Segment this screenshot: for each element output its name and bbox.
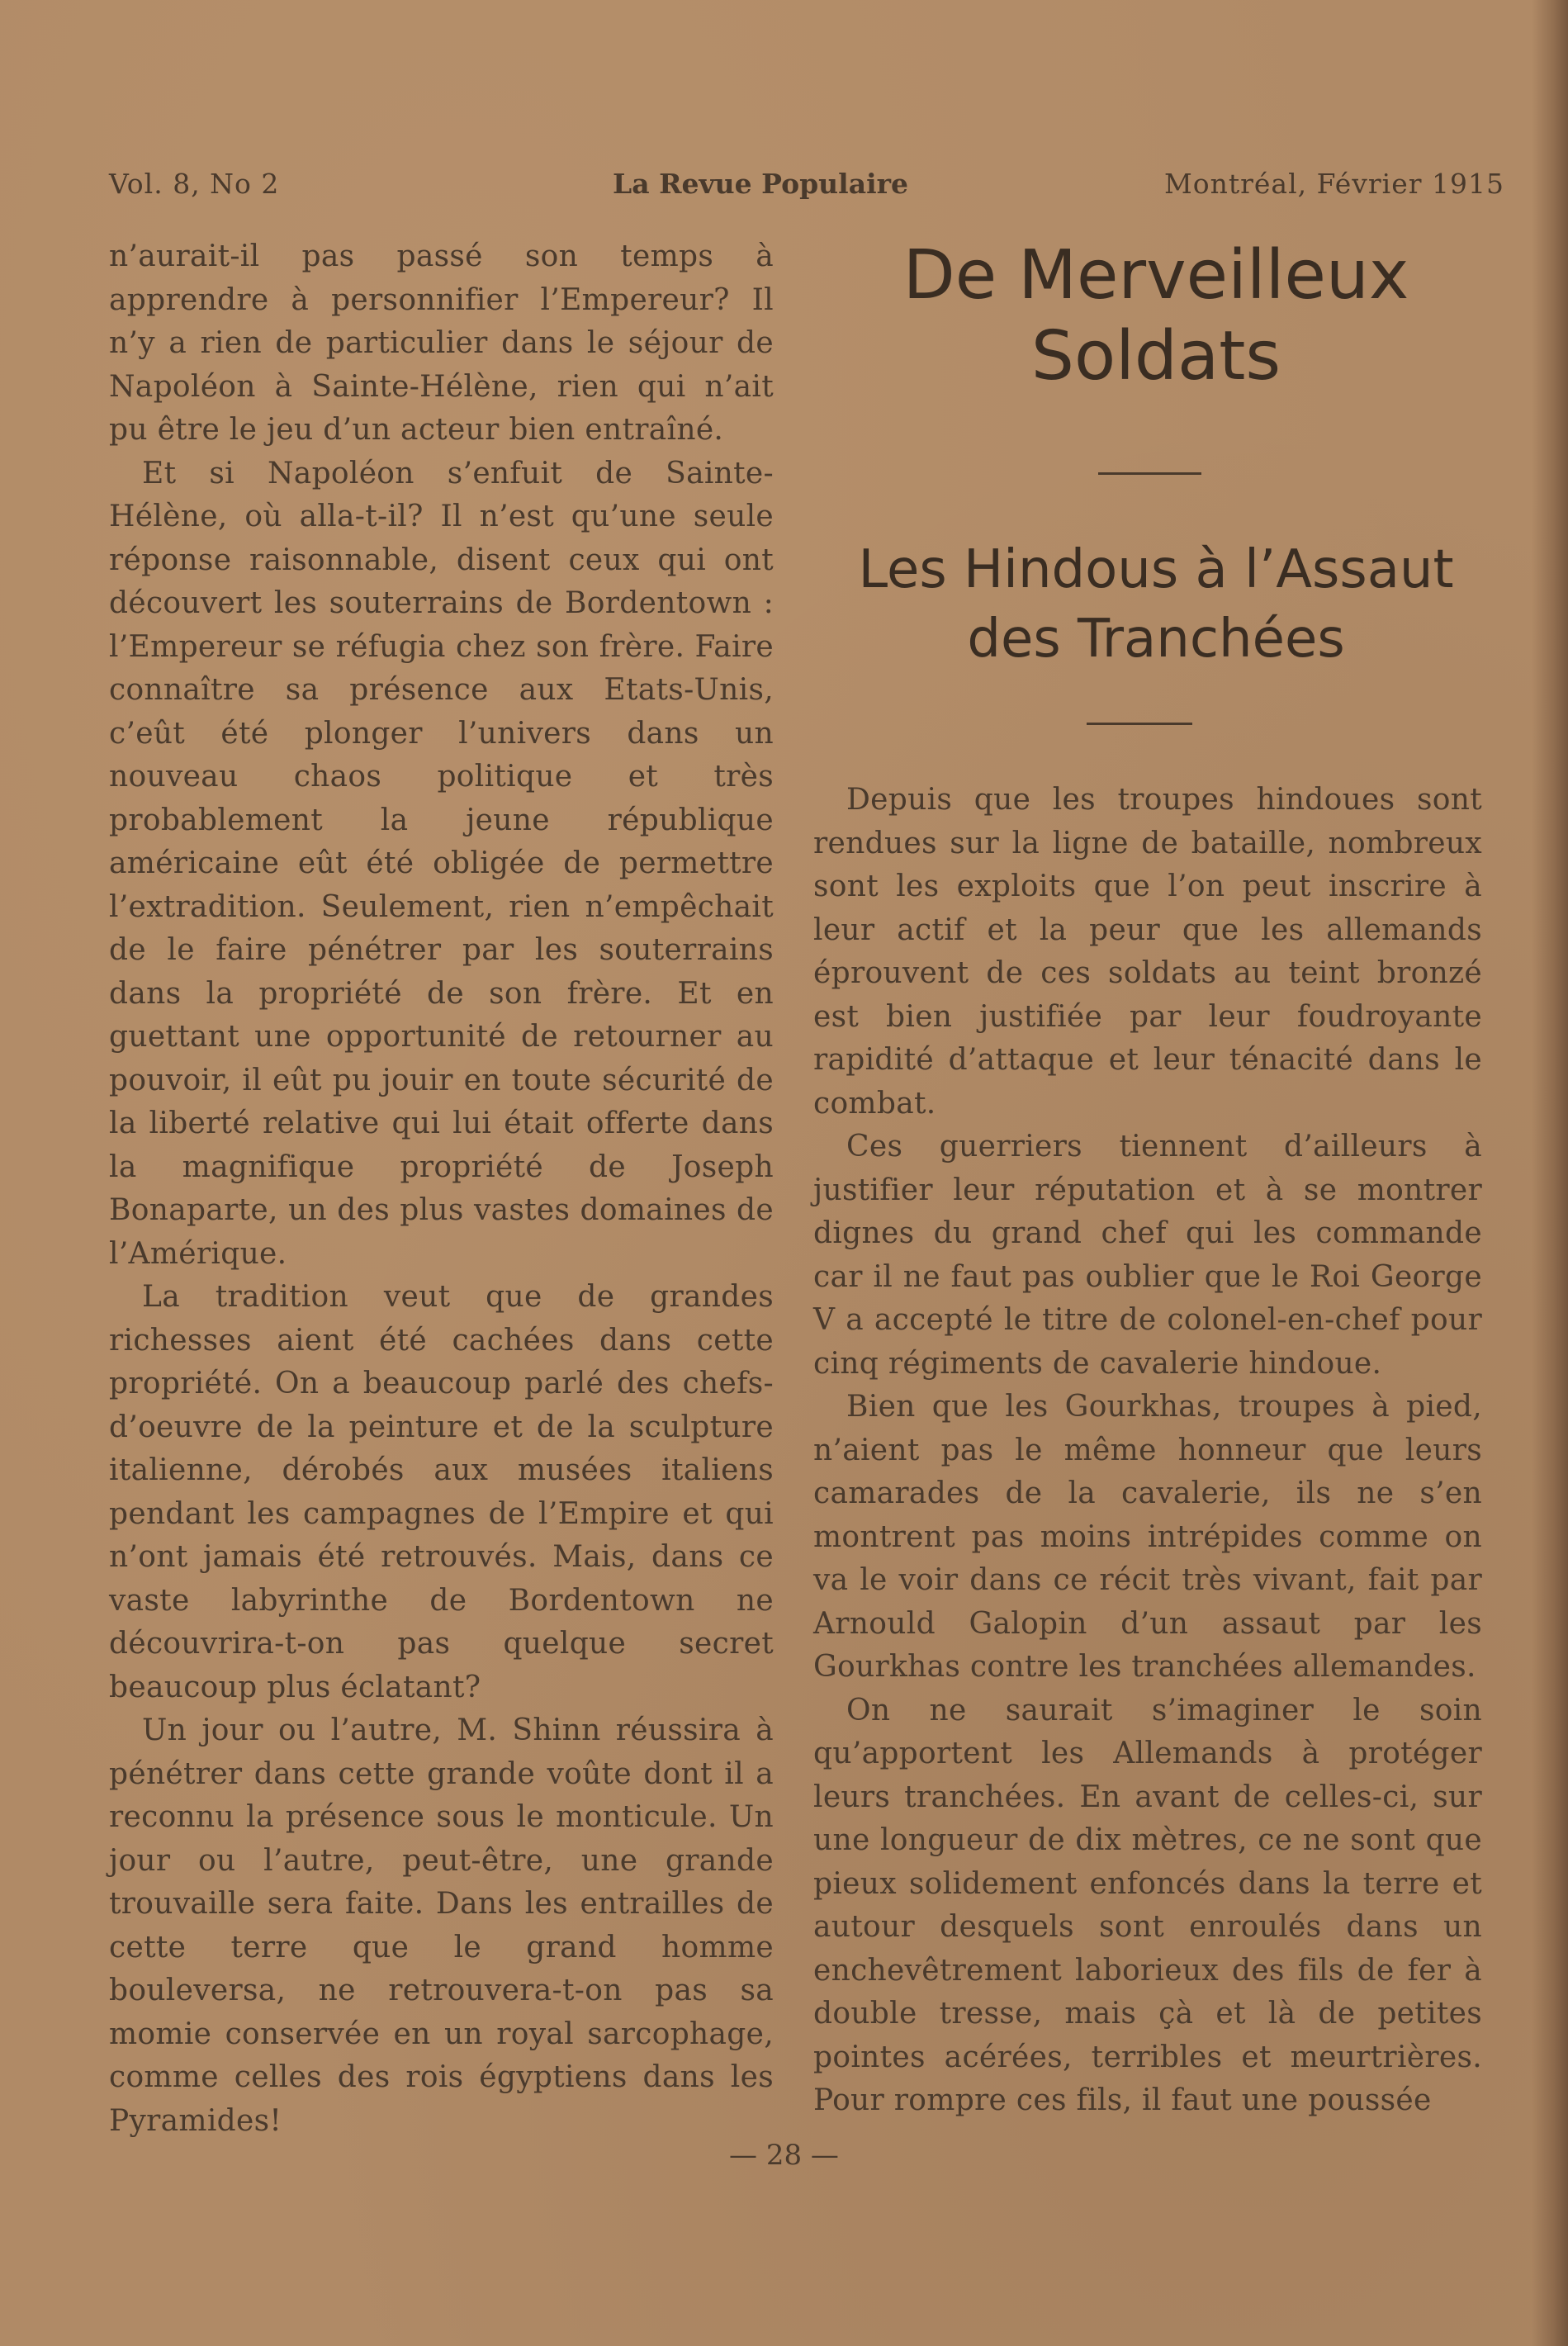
article-body xyxy=(813,779,1482,2123)
volume-number: Vol. 8, No 2 xyxy=(109,168,280,200)
left-column-text xyxy=(109,235,774,2143)
paragraph: Bien que les Gourkhas, troupes à pied, n’aient pas le même honneur que leurs camarades de la cavalerie, ils ne s’en montrent pas moins intrépides comme on va le voir dans ce récit très vivant, fait par Arnould Galopin d’un assaut par les Gourkhas contre les tranchées allemandes. xyxy=(813,1390,1482,1684)
place-date: Montréal, Février 1915 xyxy=(1163,168,1504,200)
paragraph: La tradition veut que de grandes richesses aient été cachées dans cette propriété. On a beaucoup parlé des chefs-d’oeuvre de la peinture et de la sculpture italienne, dérobés aux musées italiens pendant les campagnes de l’Empire et qui n’ont jamais été retrouvés. Mais, dans ce vaste labyrinthe de Bordentown ne découvrira-t-on pas quelque secret beaucoup plus éclatant? xyxy=(109,1280,774,1704)
paragraph: Et si Napoléon s’enfuit de Sainte-Hélène, où alla-t-il? Il n’est qu’une seule réponse raisonnable, disent ceux qui ont découvert les souterrains de Bordentown : l’Empereur se réfugia chez son frère. Faire connaître sa présence aux Etats-Unis, c’eût été plonger l’univers dans un nouveau chaos politique et très probablement la jeune république américaine eût été obligée de permettre l’extradition. Seulement, rien n’empêchait de le faire pénétrer par les souterrains dans la propriété de son frère. Et en guettant une opportunité de retourner au pouvoir, il eût pu jouir en toute sécurité de la liberté relative qui lui était offerte dans la magnifique propriété de Joseph Bonaparte, un des plus vastes domaines de l’Amérique. xyxy=(109,456,774,1271)
page-edge-shadow xyxy=(1532,0,1568,2346)
paragraph: On ne saurait s’imaginer le soin qu’apportent les Allemands à protéger leurs tranchées. En avant de celles-ci, sur une longueur de dix mètres, ce ne sont que pieux solidement enfoncés dans la terre et autour desquels sont enroulés dans un enchevêtrement laborieux des fils de fer à double tresse, mais çà et là de petites pointes acérées, terribles et meurtrières. Pour rompre ces fils, il faut une poussée xyxy=(813,1693,1482,2117)
article-subtitle xyxy=(793,535,1519,674)
page-number: — 28 — xyxy=(729,2139,839,2172)
publication-title: La Revue Populaire xyxy=(613,168,908,200)
title-divider xyxy=(1098,472,1201,475)
article-title-line: De Merveilleux xyxy=(902,236,1409,315)
paragraph: Depuis que les troupes hindoues sont rendues sur la ligne de bataille, nombreux sont les exploits que l’on peut inscrire à leur actif et la peur que les allemands éprouvent de ces soldats au teint bronzé est bien justifiée par leur foudroyante rapidité d’attaque et leur ténacité dans le combat. xyxy=(813,783,1482,1121)
running-header xyxy=(109,168,1504,209)
paragraph: Un jour ou l’autre, M. Shinn réussira à pénétrer dans cette grande voûte dont il a reconnu la présence sous le monticule. Un jour ou l’autre, peut-être, une grande trouvaille sera faite. Dans les entrailles de cette terre que le grand homme bouleversa, ne retrouvera-t-on pas sa momie conservée en un royal sarcophage, comme celles des rois égyptiens dans les Pyramides! xyxy=(109,1713,774,2138)
article-title xyxy=(793,235,1519,397)
article-title-line: Soldats xyxy=(1030,317,1281,396)
article-subtitle-line: Les Hindous à l’Assaut xyxy=(858,539,1454,600)
paragraph: n’aurait-il pas passé son temps à apprendre à personnifier l’Empereur? Il n’y a rien de particulier dans le séjour de Napoléon à Sainte-Hélène, rien qui n’ait pu être le jeu d’un acteur bien entraîné. xyxy=(109,239,774,447)
article-subtitle-line: des Tranchées xyxy=(967,609,1345,670)
paragraph: Ces guerriers tiennent d’ailleurs à justifier leur réputation et à se montrer dignes du grand chef qui les commande car il ne faut pas oublier que le Roi George V a accepté le titre de colonel-en-chef pour cinq régiments de cavalerie hindoue. xyxy=(813,1130,1482,1381)
subtitle-divider xyxy=(1087,723,1192,725)
